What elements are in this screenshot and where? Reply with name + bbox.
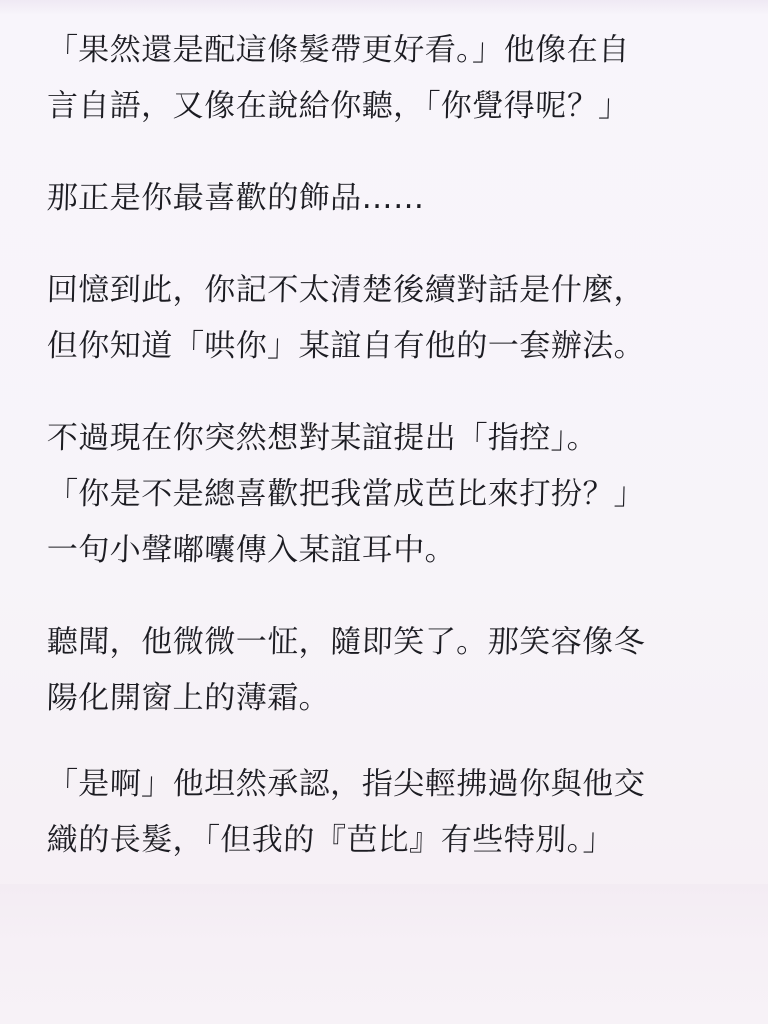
paragraph-5 bbox=[46, 614, 722, 726]
text-line: 陽化開窗上的薄霜。 bbox=[46, 680, 331, 716]
paragraph-3 bbox=[46, 262, 722, 374]
document-text-body bbox=[46, 22, 722, 868]
text-line: 言自語，又像在說給你聽，「你覺得呢？」 bbox=[46, 88, 631, 124]
paragraph-1 bbox=[46, 22, 722, 134]
text-line: 那正是你最喜歡的飾品…… bbox=[46, 180, 426, 216]
text-line: 「果然還是配這條髮帶更好看。」他像在自 bbox=[46, 32, 631, 68]
paragraph-6 bbox=[46, 756, 722, 868]
text-line: 「你是不是總喜歡把我當成芭比來打扮？」 bbox=[46, 476, 646, 512]
text-line: 不過現在你突然想對某誼提出「指控」。 bbox=[46, 420, 599, 456]
paragraph-4 bbox=[46, 410, 722, 578]
paragraph-2 bbox=[46, 170, 722, 226]
text-line: 回憶到此，你記不太清楚後續對話是什麼， bbox=[46, 272, 646, 308]
text-line: 織的長髮，「但我的『芭比』有些特別。」 bbox=[46, 822, 615, 858]
text-line: 聽聞，他微微一怔，隨即笑了。那笑容像冬 bbox=[46, 624, 646, 660]
page-top-gradient bbox=[0, 0, 768, 14]
text-line: 一句小聲嘟囔傳入某誼耳中。 bbox=[46, 532, 457, 568]
text-line: 但你知道「哄你」某誼自有他的一套辦法。 bbox=[46, 328, 646, 364]
text-line: 「是啊」他坦然承認，指尖輕拂過你與他交 bbox=[46, 766, 646, 802]
page-bottom-gradient bbox=[0, 884, 768, 1024]
